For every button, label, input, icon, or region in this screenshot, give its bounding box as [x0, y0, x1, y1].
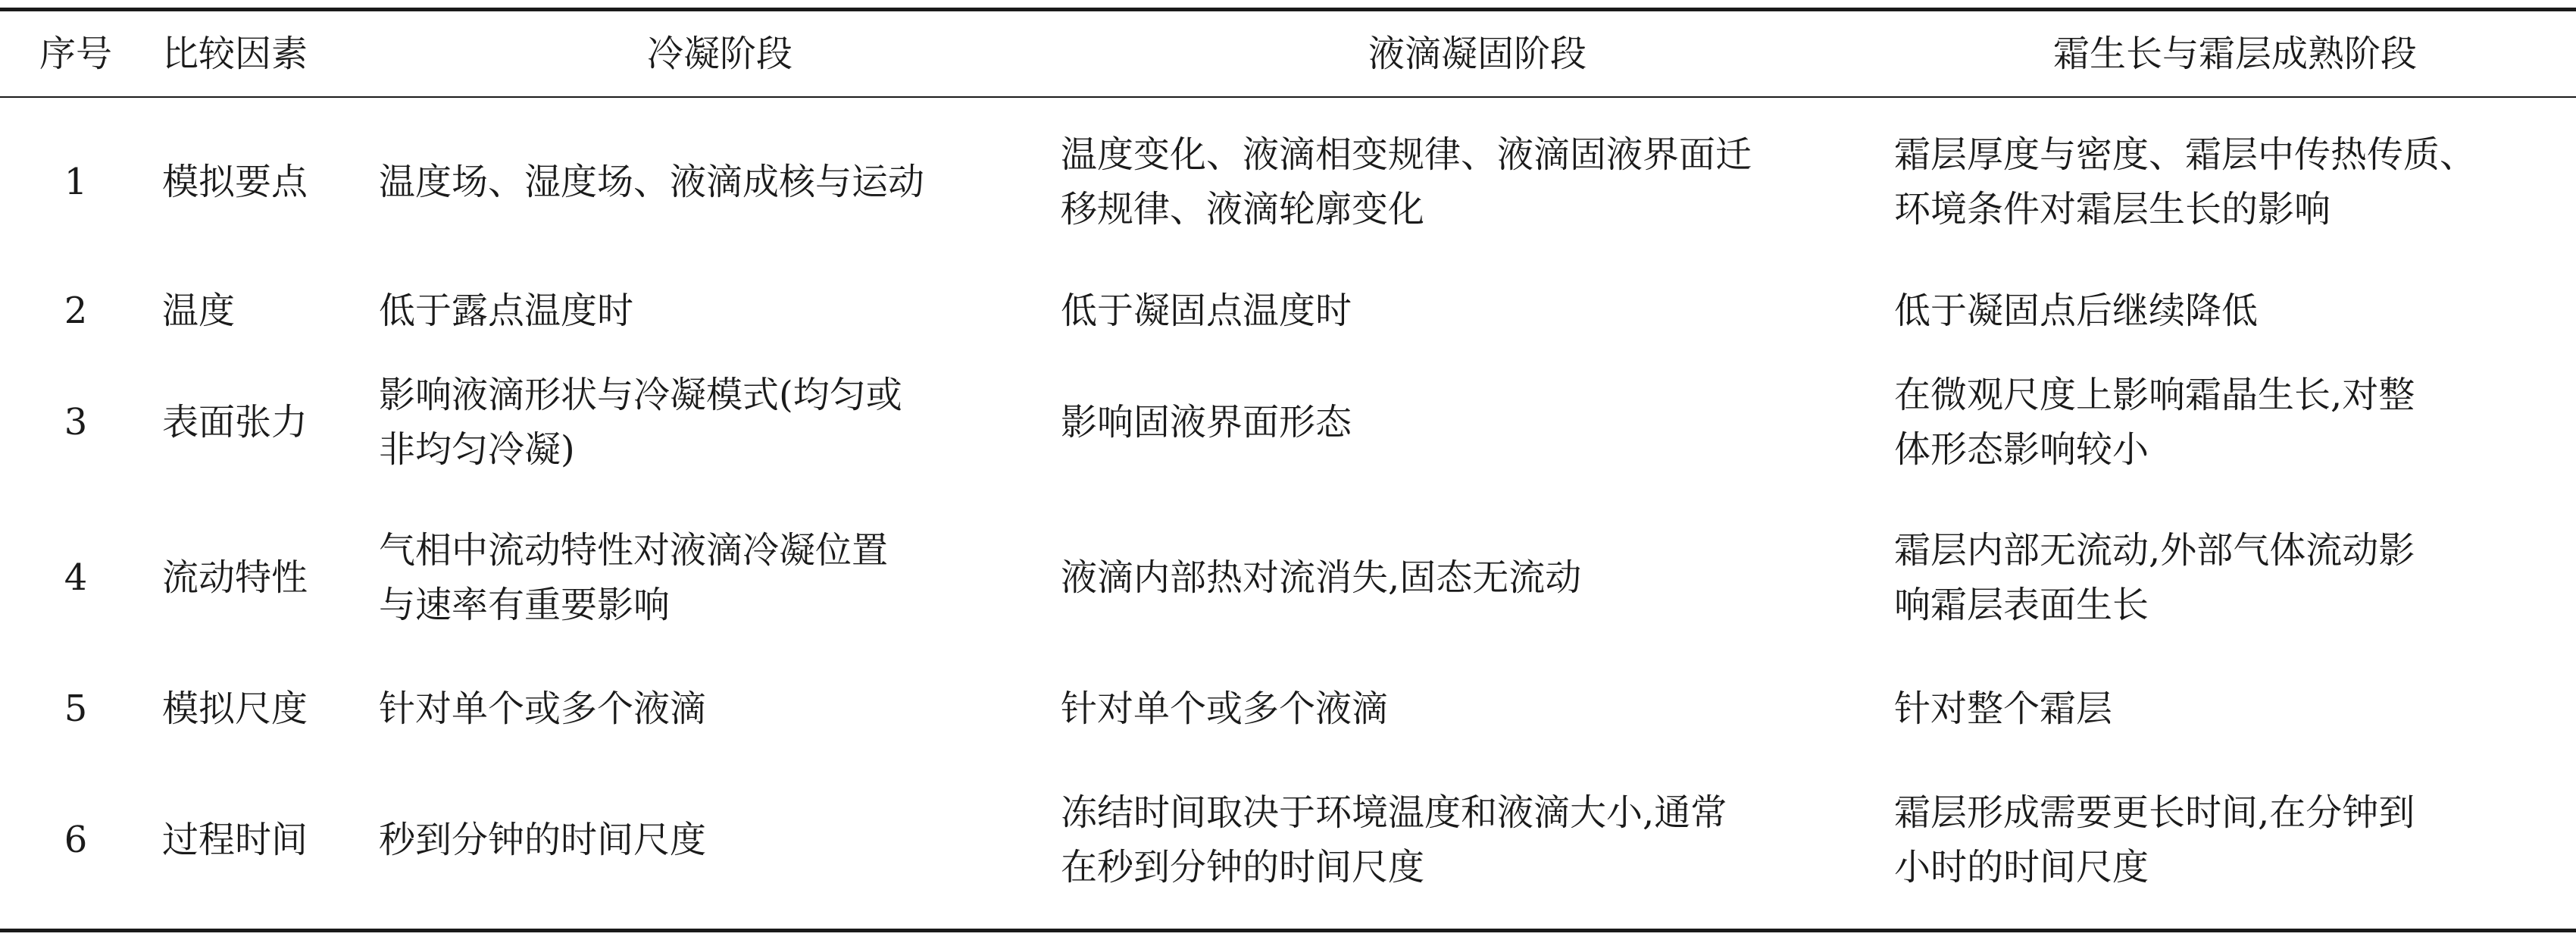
row-factor: 温度	[162, 290, 236, 332]
frost-cell	[1894, 356, 2576, 489]
cell-line: 响霜层表面生长	[1894, 584, 2149, 626]
header-factor: 比较因素	[152, 10, 379, 98]
solidification-cell	[1061, 97, 1894, 266]
condensation-cell	[379, 666, 1061, 751]
cell-line: 小时的时间尺度	[1894, 846, 2149, 888]
solidification-cell	[1061, 266, 1894, 356]
cell-line: 影响固液界面形态	[1061, 401, 1352, 443]
row-number: 5	[64, 688, 88, 730]
cell-line: 针对单个或多个液滴	[379, 688, 707, 730]
table-row	[0, 266, 2576, 356]
solidification-cell	[1061, 751, 1894, 931]
row-number: 1	[64, 161, 88, 203]
table-row	[0, 751, 2576, 931]
table-row	[0, 489, 2576, 666]
row-factor: 模拟要点	[162, 161, 308, 203]
cell-line: 温度场、湿度场、液滴成核与运动	[379, 161, 925, 203]
cell-line: 移规律、液滴轮廓变化	[1061, 188, 1425, 230]
condensation-cell	[379, 266, 1061, 356]
row-number: 6	[0, 751, 152, 931]
table-header-row	[0, 10, 2576, 98]
condensation-cell	[379, 97, 1061, 266]
table-row	[0, 666, 2576, 751]
condensation-cell	[379, 489, 1061, 666]
cell-line: 体形态影响较小	[1894, 428, 2149, 471]
cell-line: 霜层形成需要更长时间,在分钟到	[1894, 791, 2415, 834]
row-factor: 流动特性	[162, 556, 308, 599]
cell-line: 针对单个或多个液滴	[1061, 688, 1389, 730]
row-number: 2	[64, 290, 88, 332]
cell-line: 气相中流动特性对液滴冷凝位置	[379, 529, 889, 572]
solidification-cell	[1061, 666, 1894, 751]
cell-line: 霜层厚度与密度、霜层中传热传质、	[1894, 133, 2477, 176]
row-number: 3	[64, 401, 88, 443]
header-solidification: 液滴凝固阶段	[1061, 10, 1894, 98]
cell-line: 冻结时间取决于环境温度和液滴大小,通常	[1061, 791, 1727, 834]
table-row	[0, 97, 2576, 266]
solidification-cell	[1061, 489, 1894, 666]
condensation-cell	[379, 356, 1061, 489]
row-number: 4	[64, 556, 88, 599]
cell-line: 环境条件对霜层生长的影响	[1894, 188, 2331, 230]
table-row	[0, 356, 2576, 489]
cell-line: 温度变化、液滴相变规律、液滴固液界面迁	[1061, 133, 1752, 176]
frost-cell	[1894, 489, 2576, 666]
condensation-cell	[379, 751, 1061, 931]
comparison-table	[0, 8, 2576, 932]
solidification-cell	[1061, 356, 1894, 489]
header-number: 序号	[0, 10, 152, 98]
cell-line: 低于凝固点温度时	[1061, 290, 1352, 332]
cell-line: 针对整个霜层	[1894, 688, 2113, 730]
frost-cell	[1894, 751, 2576, 931]
cell-line: 在秒到分钟的时间尺度	[1061, 846, 1425, 888]
frost-cell	[1894, 266, 2576, 356]
cell-line: 低于凝固点后继续降低	[1894, 290, 2259, 332]
cell-line: 在微观尺度上影响霜晶生长,对整	[1894, 374, 2415, 416]
cell-line: 与速率有重要影响	[379, 584, 671, 626]
header-condensation: 冷凝阶段	[379, 10, 1061, 98]
frost-cell	[1894, 97, 2576, 266]
cell-line: 霜层内部无流动,外部气体流动影	[1894, 529, 2415, 572]
cell-line: 非均匀冷凝)	[379, 428, 575, 471]
frost-cell	[1894, 666, 2576, 751]
cell-line: 低于露点温度时	[379, 290, 634, 332]
cell-line: 秒到分钟的时间尺度	[379, 819, 707, 861]
cell-line: 影响液滴形状与冷凝模式(均匀或	[379, 374, 902, 416]
cell-line: 液滴内部热对流消失,固态无流动	[1061, 556, 1582, 599]
row-factor: 表面张力	[162, 401, 308, 443]
row-factor: 过程时间	[152, 751, 379, 931]
header-frost: 霜生长与霜层成熟阶段	[1894, 10, 2576, 98]
row-factor: 模拟尺度	[162, 688, 308, 730]
